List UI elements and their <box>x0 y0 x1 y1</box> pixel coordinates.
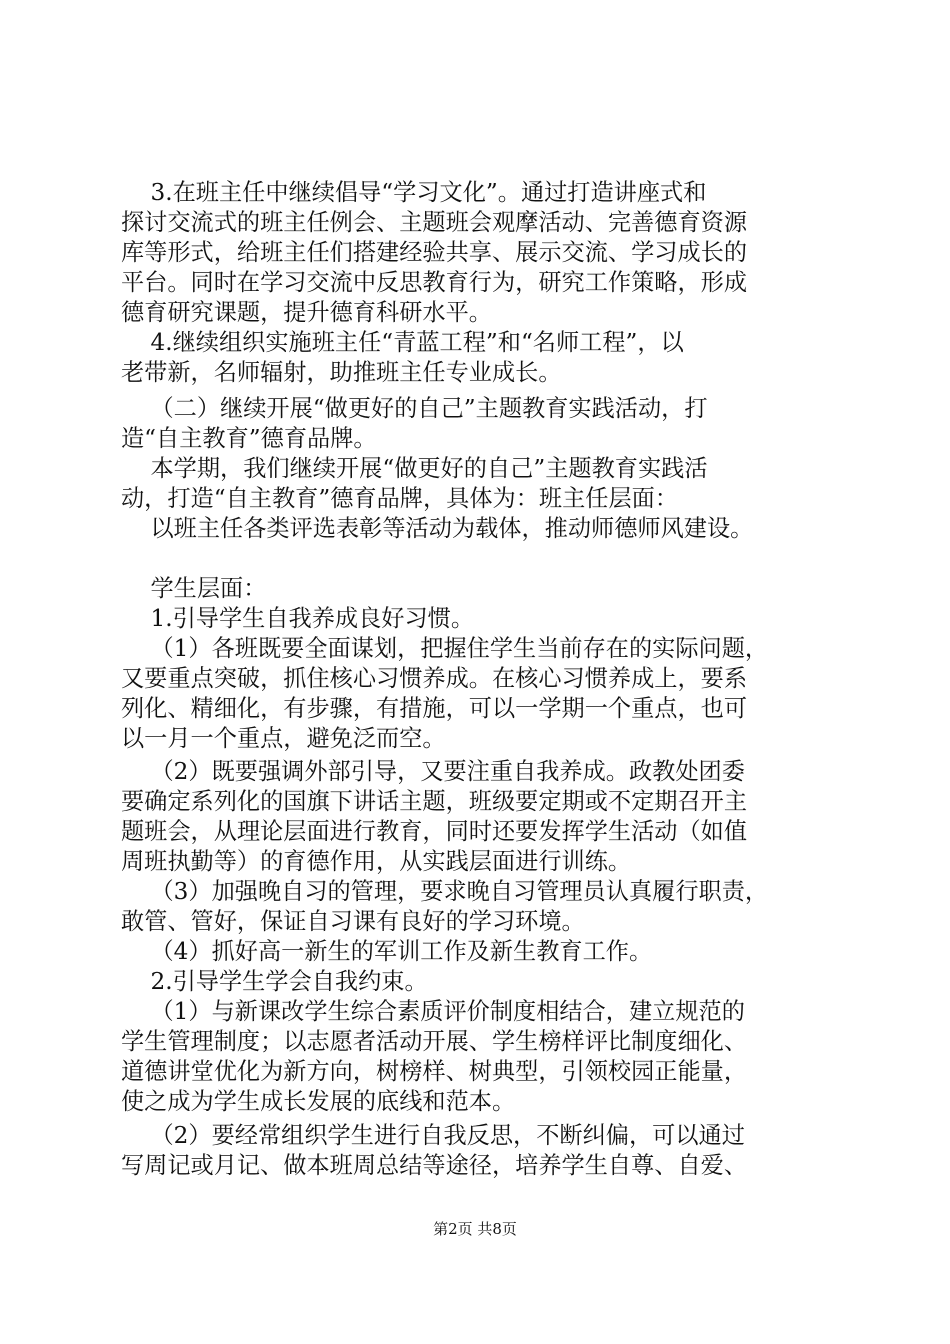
body-line: 造“自主教育”德育品牌。 <box>121 425 377 452</box>
body-line: 2.引导学生学会自我约束。 <box>121 968 428 995</box>
body-line: 老带新，名师辐射，助推班主任专业成长。 <box>121 359 562 386</box>
body-line: 周班执勤等）的育德作用，从实践层面进行训练。 <box>121 848 632 875</box>
body-line: （二）继续开展“做更好的自己”主题教育实践活动，打 <box>121 395 708 422</box>
body-line: 3.在班主任中继续倡导“学习文化”。通过打造讲座式和 <box>121 179 707 206</box>
section-heading: 学生层面： <box>121 575 267 602</box>
body-line: 题班会，从理论层面进行教育，同时还要发挥学生活动（如值 <box>121 818 748 845</box>
body-line: 库等形式，给班主任们搭建经验共享、展示交流、学习成长的 <box>121 239 748 266</box>
body-line: 使之成为学生成长发展的底线和范本。 <box>121 1088 516 1115</box>
body-line: 动，打造“自主教育”德育品牌，具体为：班主任层面： <box>121 485 679 512</box>
body-line: 4.继续组织实施班主任“青蓝工程”和“名师工程”，以 <box>121 329 684 356</box>
body-line: （3）加强晚自习的管理，要求晚自习管理员认真履行职责， <box>121 878 769 905</box>
body-line: （2）要经常组织学生进行自我反思，不断纠偏，可以通过 <box>121 1122 745 1149</box>
body-line: （1）各班既要全面谋划，把握住学生当前存在的实际问题， <box>121 635 769 662</box>
body-line: （1）与新课改学生综合素质评价制度相结合，建立规范的 <box>121 998 745 1025</box>
body-line: 德育研究课题，提升德育科研水平。 <box>121 299 492 326</box>
body-line: 要确定系列化的国旗下讲话主题，班级要定期或不定期召开主 <box>121 788 748 815</box>
body-line: 又要重点突破，抓住核心习惯养成。在核心习惯养成上，要系 <box>121 665 748 692</box>
body-line: 以班主任各类评选表彰等活动为载体，推动师德师风建设。 <box>121 515 754 542</box>
page-footer: 第2页 共8页 <box>433 1220 517 1238</box>
body-line: 以一月一个重点，避免泛而空。 <box>121 725 446 752</box>
body-line: 学生管理制度；以志愿者活动开展、学生榜样评比制度细化、 <box>121 1028 748 1055</box>
body-line: 平台。同时在学习交流中反思教育行为，研究工作策略，形成 <box>121 269 748 296</box>
body-line: （2）既要强调外部引导，又要注重自我养成。政教处团委 <box>121 758 745 785</box>
body-line: 1.引导学生自我养成良好习惯。 <box>121 605 475 632</box>
body-line: （4）抓好高一新生的军训工作及新生教育工作。 <box>121 938 653 965</box>
body-line: 写周记或月记、做本班周总结等途径，培养学生自尊、自爱、 <box>121 1152 748 1179</box>
body-line: 列化、精细化，有步骤，有措施，可以一学期一个重点，也可 <box>121 695 748 722</box>
body-line: 敢管、管好，保证自习课有良好的学习环境。 <box>121 908 585 935</box>
body-line: 本学期，我们继续开展“做更好的自己”主题教育实践活 <box>121 455 708 482</box>
body-line: 道德讲堂优化为新方向，树榜样、树典型，引领校园正能量， <box>121 1058 748 1085</box>
body-line: 探讨交流式的班主任例会、主题班会观摩活动、完善德育资源 <box>121 209 748 236</box>
